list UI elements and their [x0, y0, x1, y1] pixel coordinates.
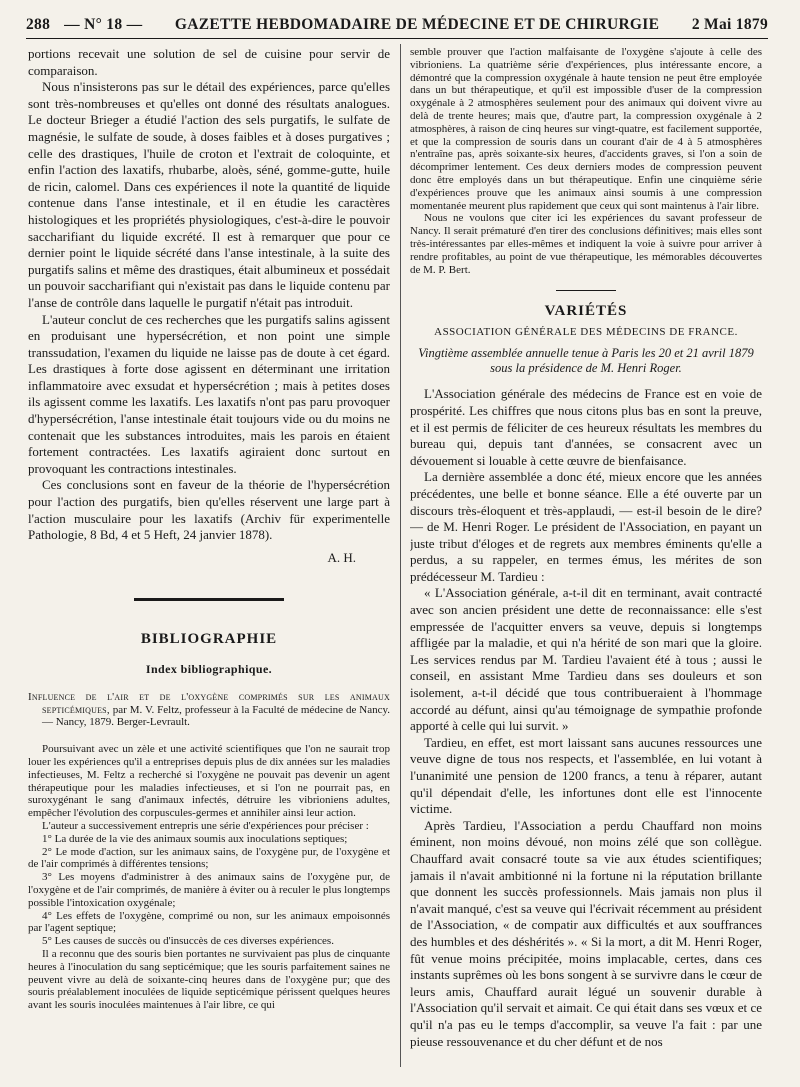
left-column [28, 46, 390, 1073]
review-paragraph: L'auteur a successivement entrepris une série d'expériences pour préciser : [42, 819, 369, 832]
review-list-item: 4° Les effets de l'oxygène, comprimé ou non, sur les animaux empoisonnés par l'agent septique; [28, 909, 390, 935]
author-signature: A. H. [327, 549, 356, 565]
section-title-bibliographie: BIBLIOGRAPHIE [140, 630, 278, 647]
issue-number: — N° 18 — [64, 16, 143, 33]
paragraph: Nous n'insisterons pas sur le détail des expériences, parce qu'elles sont très-nombreuses et qu'elles ont donné des résultats analogues. Le docteur Brieger a étudié l'action des sels purgatifs, le sulfate de magnésie, le sulfate de soude, à doses faibles et à doses purgatives ; celle des drastiques, l'huile de croton et l'extrait de coloquinte, et enfin l'action des laxatifs, rhubarbe, aloès, séné, gomme-gutte, huile de ricin, calomel. Dans ces expériences il note la quantité de liquide contenue dans l'anse intestinale, et il en étudie les caractères histologiques et les propriétés physiologiques, c'est-à-dire le pouvoir saccharifiant du liquide excrété. Il est à remarquer que pour ce dernier point le liquide sécrété dans l'anse intestinale, à la suite des purgatifs salins et même des drastiques, était albumineux et possédait un pouvoir saccharifiant qui n'existait pas dans le liquide contenu par l'anse de contrôle dans laquelle le purgatif n'était pas introduit. [28, 79, 390, 310]
review-list-item: 5° Les causes de succès ou d'insuccès de ces diverses expériences. [42, 935, 334, 948]
journal-title: GAZETTE HEBDOMADAIRE DE MÉDECINE ET DE CHIRURGIE [174, 16, 660, 33]
book-reference [28, 691, 390, 729]
review-list-item: 2° Le mode d'action, sur les animaux sains, de l'oxygène pur, de l'oxygène et de l'air comprimés à différentes tensions; [28, 845, 390, 871]
assembly-subtitle: Vingtième assemblée annuelle tenue à Paris les 20 et 21 avril 1879 sous la présidence de M. Henri Roger. [418, 346, 754, 376]
paragraph: portions recevait une solution de sel de cuisine pour servir de comparaison. [28, 46, 390, 78]
section-title-varietes: VARIÉTÉS [544, 303, 628, 320]
paragraph: Ces conclusions sont en faveur de la théorie de l'hypersécrétion pour l'action des purgatifs, bien qu'elles réservent une large part à l'action musculaire pour les laxatifs (Archiv für experimentelle Pathologie, 8 Bd, 4 et 5 Heft, 24 janvier 1878). [28, 477, 390, 543]
association-heading: ASSOCIATION GÉNÉRALE DES MÉDECINS DE FRANCE. [434, 326, 738, 339]
book-details: par M. V. Feltz, professeur à la Faculté de médecine de Nancy. — Nancy, 1879. Berger-Levrault. [42, 703, 390, 729]
review-list-item: 3° Les moyens d'administrer à des animaux sains de l'oxygène pur, de l'oxygène et de l'air comprimés, de manière à éviter ou à reculer le plus longtemps possible l'intoxication oxygénale; [28, 871, 390, 909]
paragraph: La dernière assemblée a donc été, mieux encore que les années précédentes, une belle et bonne séance. Elle a été ouverte par un discours très-éloquent et très-applaudi, — est-il besoin de le dire? — de M. Henri Roger. Le président de l'Association, en payant un juste tribut d'éloges et de regrets aux membres éminents qu'elle a perdus, a su rappeler, en termes émus, les mérites de son prédécesseur M. Tardieu : [410, 469, 762, 584]
review-paragraph: Nous ne voulons que citer ici les expériences du savant professeur de Nancy. Il serait prématuré d'en tirer des conclusions définitives; mais elles sont très-intéressantes par elles-mêmes et indiquent la voie à suivre pour arriver à rendre profitables, au point de vue thérapeutique, les mémorables découvertes de M. P. Bert. [410, 212, 762, 276]
column-divider [400, 44, 401, 1067]
index-bibliographique-title: Index bibliographique. [145, 661, 273, 676]
review-paragraph: Il a reconnu que des souris bien portantes ne survivaient pas plus de cinquante heures à l'inoculation du sang septicémique; que les souris parfaitement saines ne peuvent vivre au delà de soixante-cinq heures dans de l'oxygène pur; que des souris préalablement inoculées de liquide septicémique périssent quelques heures avant les souris inoculées maintenues à l'air libre, ce qui [28, 947, 390, 1012]
paragraph: L'Association générale des médecins de France est en voie de prospérité. Les chiffres que nous citons plus bas en sont la preuve, et il est permis de féliciter de ces heureux résultats les membres du bureau qui, depuis tant d'années, se consacrent avec un dévouement si louable à cette œuvre de bienfaisance. [410, 386, 762, 468]
book-title: Influence de l'air et de l'oxygène comprimés sur les animaux septicémiques, [28, 690, 390, 716]
paragraph: L'auteur conclut de ces recherches que les purgatifs salins agissent en produisant une hypersécrétion, et non point une simple transsudation, l'examen du liquide ne laisse pas de doute à cet égard. Les drastiques à forte dose agissent en déterminant une irritation inflammatoire avec exsudat et hypersécrétion ; mais à petites doses ils agissent comme les laxatifs. Les laxatifs n'ont pas paru provoquer d'hypersécrétion, l'anse intestinale était toujours vide ou du moins ne contenait que les substances introduites, mais les parois en étaient fortement contractées. Les laxatifs agiraient donc surtout en provoquant les contractions intestinales. [28, 311, 390, 476]
review-list-item: 1° La durée de la vie des animaux soumis aux inoculations septiques; [42, 832, 348, 845]
issue-date: 2 Mai 1879 [691, 16, 768, 33]
paragraph: « L'Association générale, a-t-il dit en terminant, avait contracté avec son ancien président une dette de reconnaissance: elle s'est empressée de l'acquitter envers sa veuve, depuis si longtemps affligée par la maladie, et qui n'a hérité de son mari que la gloire. Les services rendus par M. Tardieu l'avaient été à tous ; aussi le conseil, en assistant Mme Tardieu dans ses douleurs et son isolement, a-t-il décidé que tous contribueraient à l'hommage accordé au défunt, ainsi qu'au témoignage de sympathie profonde apporté à celle qui lui survit. » [410, 585, 762, 734]
section-separator [134, 598, 284, 601]
review-paragraph: semble prouver que l'action malfaisante de l'oxygène s'ajoute à celle des vibrioniens. La quatrième série d'expériences, plus intéressante encore, a démontré que la compression oxygénale à haute tension ne peut être employée dans un but thérapeutique, et qu'il est impossible d'user de la compression oxygénale à 2 atmosphères seulement pour des animaux qui doivent vivre au delà de trente heures; mais que, d'autre part, la compression oxygénale à 2 atmosphères, à raison de cinq heures sur vingt-quatre, est facilement supportée, et que la compression de souris dans un courant d'air de 4 à 5 atmosphères n'entraîne pas, après soixante-six heures, d'accidents graves, si l'on a soin de décomprimer lentement. Ces deux derniers modes de compression peuvent donc être employés dans un but thérapeutique. Enfin une cinquième série d'expériences prouve que les animaux ainsi soumis à une compression momentanée meurent plus rapidement que ceux qui sont maintenus à l'air libre. [410, 46, 762, 212]
paragraph: Après Tardieu, l'Association a perdu Chauffard non moins éminent, non moins dévoué, non moins zélé que son collègue. Chauffard avait consacré toute sa vie aux études scientifiques; jamais il n'avait ambitionné ni la fortune ni la réputation brillante que donnent les succès professionnels. Mais jamais non plus il n'avait manqué, c'est sa veuve qui l'écrivait récemment au président de l'Association, « de compatir aux difficultés et aux souffrances des humbles et des déshérités ». « Si la mort, a dit M. Henri Roger, fût venue moins précipitée, moins implacable, certes, dans ces instants suprêmes où les bons songent à se survivre dans le cœur de leurs amis, Chauffard aurait légué un souvenir durable à l'Association qu'il servait et aimait. Ce qui était dans ses vœux et ce qu'il n'a pas eu le temps d'accomplir, sa veuve l'a fait : par une pieuse ressouvenance et du cher défunt et de nos [410, 817, 762, 1049]
section-separator [556, 290, 616, 291]
page-number: 288 [26, 16, 51, 33]
paragraph: Tardieu, en effet, est mort laissant sans aucunes ressources une veuve digne de tous nos respects, et l'assemblée, en lui votant à l'unanimité une pension de 1200 francs, a tenu à réparer, autant qu'il dépendait d'elle, les infortunes dont elle est l'innocente victime. [410, 734, 762, 817]
page-header [26, 12, 768, 39]
review-paragraph: Poursuivant avec un zèle et une activité scientifiques que l'on ne saurait trop louer les expériences qu'il a entreprises depuis plus de dix années sur les maladies infectieuses, M. Feltz a recherché si l'oxygène ne pouvait pas devenir un agent thérapeutique pour les maladies infectieuses, et si l'on ne pourrait pas, en suroxygénant le sang d'animaux infectés, détruire les vibrioniens adultes, empêcher l'évolution des corpuscules-germes et annihiler ainsi leur action. [28, 743, 390, 820]
right-column [410, 46, 762, 1073]
